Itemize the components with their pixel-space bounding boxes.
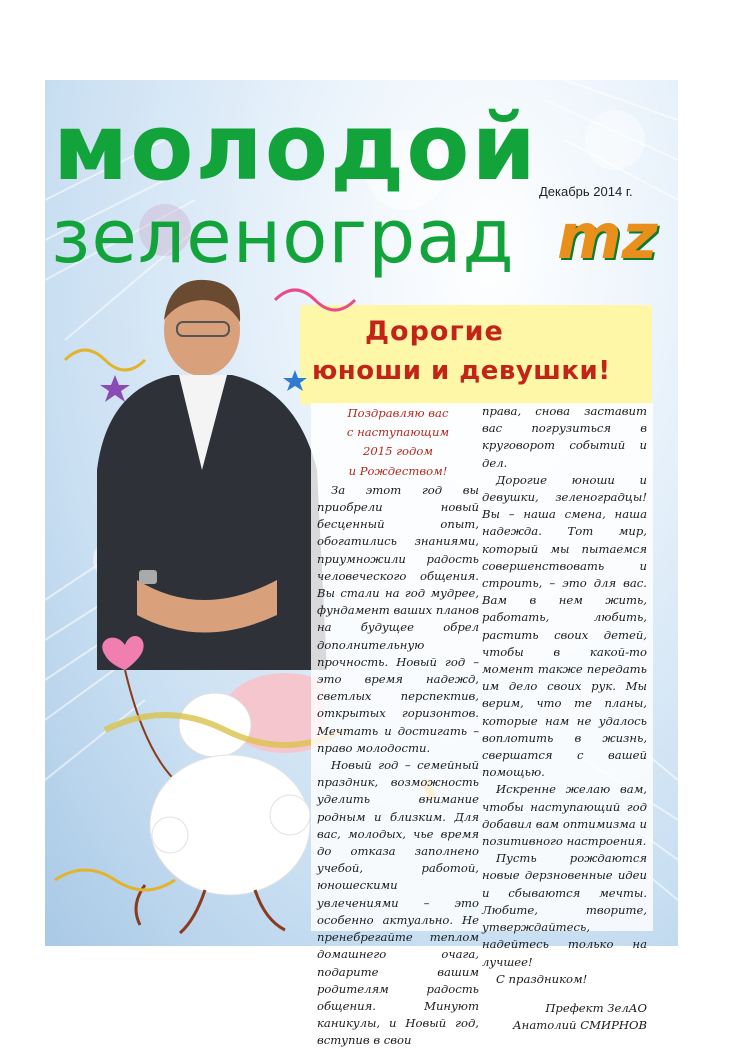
signature <box>482 1000 647 1034</box>
masthead-title-line1: молодой <box>53 94 538 201</box>
greeting-line: 2015 годом <box>363 444 433 459</box>
article-paragraph: За этот год вы приобрели новый бесценный опыт, обогатились знаниями, приумножили радость человеческого общения. Вы стали на год мудрее, фундамент ваших планов на будущее обрел дополнительную прочность. Новый год – это время надежд, светлых перспектив, открытых горизонтов. Мечтать и достигать – право молодости. <box>317 482 479 755</box>
greeting-line: с наступающим <box>346 425 450 440</box>
article-column-1 <box>317 405 479 1050</box>
headline-line1: Дорогие <box>365 316 504 347</box>
closing-line: С праздником! <box>496 971 588 986</box>
issue-date: Декабрь 2014 г. <box>539 184 633 199</box>
masthead-title-line2: зеленоград <box>51 194 515 280</box>
headline-line2: юноши и девушки! <box>312 356 611 386</box>
signature-title: Префект ЗелАО <box>545 1000 647 1015</box>
mz-logo: mz <box>557 200 658 273</box>
article-paragraph: Искренне желаю вам, чтобы наступающий год добавил вам оптимизма и позитивного настроения. <box>482 782 647 849</box>
article-column-2 <box>482 403 647 1034</box>
greeting-line: и Рождеством! <box>348 463 448 478</box>
greeting-line: Поздравляю вас <box>347 406 449 420</box>
signature-name: Анатолий СМИРНОВ <box>512 1018 647 1033</box>
article-paragraph: Новый год – семейный праздник, возможность уделить внимание родным и близким. Для вас, молодых, чье время до отказа заполнено учебой, работой, юношескими увлечениями – это особенно актуально. Не пренебрегайте теплом домашнего очага, подарите вашим родителям радость общения. Минуют каникулы, и Новый год, вступив в свои <box>317 758 479 1048</box>
article-paragraph: права, снова заставит вас погрузиться в круговорот событий и дел. <box>482 404 647 470</box>
article-paragraph: Дорогие юноши и девушки, зеленоградцы! Вы – наша смена, наша надежда. Тот мир, который мы пытаемся совершенствовать и строить, – это для вас. Вам в нем жить, работать, любить, растить своих детей, чтобы в какой-то момент также передать им дело своих рук. Мы верим, что те планы, которые нам не удалось воплотить в жизнь, свершатся с вашей помощью. <box>482 472 647 780</box>
article-paragraph: Пусть рождаются новые дерзновенные идеи и сбываются мечты. Любите, творите, утверждайтесь, надейтесь только на лучшее! <box>482 851 647 969</box>
